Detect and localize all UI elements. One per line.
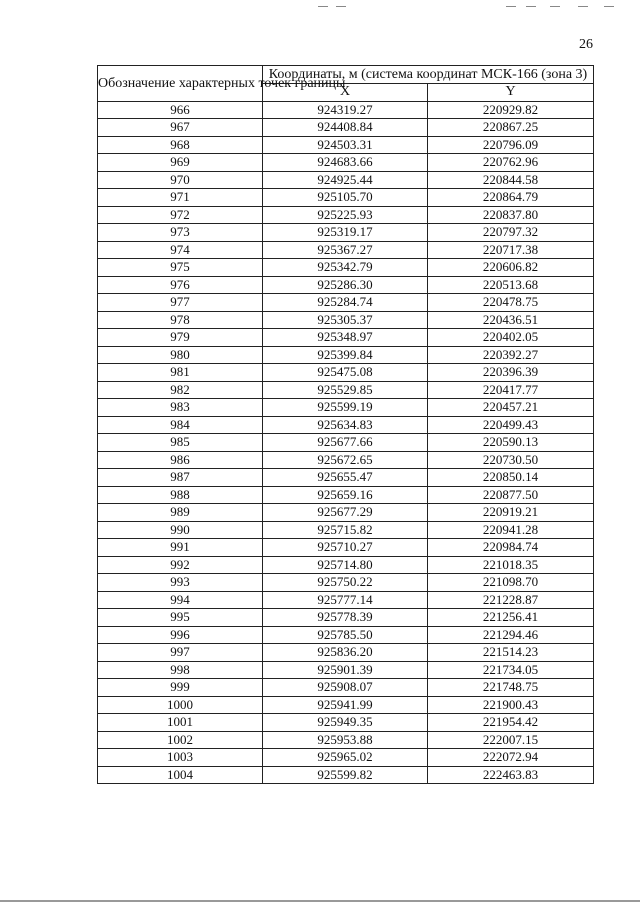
y-coordinate-cell: 221734.05 (428, 661, 594, 679)
point-id-cell: 988 (98, 486, 263, 504)
x-coordinate-cell: 925599.82 (263, 766, 428, 784)
point-id-cell: 984 (98, 416, 263, 434)
y-coordinate-cell: 221294.46 (428, 626, 594, 644)
point-id-cell: 992 (98, 556, 263, 574)
x-coordinate-cell: 925777.14 (263, 591, 428, 609)
scan-artifacts (300, 4, 620, 10)
y-coordinate-cell: 220499.43 (428, 416, 594, 434)
x-coordinate-cell: 925715.82 (263, 521, 428, 539)
y-coordinate-cell: 220919.21 (428, 504, 594, 522)
y-coordinate-cell: 221514.23 (428, 644, 594, 662)
x-coordinate-cell: 925836.20 (263, 644, 428, 662)
point-id-cell: 985 (98, 434, 263, 452)
coordinates-table (97, 65, 594, 784)
y-coordinate-cell: 221748.75 (428, 679, 594, 697)
point-id-cell: 982 (98, 381, 263, 399)
y-coordinate-cell: 220457.21 (428, 399, 594, 417)
y-coordinate-cell: 221018.35 (428, 556, 594, 574)
point-id-cell: 996 (98, 626, 263, 644)
x-coordinate-cell: 925348.97 (263, 329, 428, 347)
point-id-cell: 994 (98, 591, 263, 609)
y-coordinate-cell: 220850.14 (428, 469, 594, 487)
table-row (98, 661, 594, 679)
x-coordinate-cell: 925672.65 (263, 451, 428, 469)
y-coordinate-cell: 220877.50 (428, 486, 594, 504)
x-coordinate-cell: 925319.17 (263, 224, 428, 242)
point-id-cell: 1004 (98, 766, 263, 784)
table-row (98, 766, 594, 784)
y-coordinate-cell: 220606.82 (428, 259, 594, 277)
y-coordinate-cell: 221256.41 (428, 609, 594, 627)
y-coordinate-cell: 220396.39 (428, 364, 594, 382)
x-coordinate-cell: 925286.30 (263, 276, 428, 294)
table-row (98, 171, 594, 189)
x-coordinate-cell: 925529.85 (263, 381, 428, 399)
point-id-cell: 993 (98, 574, 263, 592)
table-row (98, 206, 594, 224)
point-id-cell: 967 (98, 119, 263, 137)
x-coordinate-cell: 925305.37 (263, 311, 428, 329)
y-coordinate-cell: 222007.15 (428, 731, 594, 749)
point-id-cell: 1002 (98, 731, 263, 749)
point-id-cell: 987 (98, 469, 263, 487)
table-row (98, 679, 594, 697)
table-row (98, 644, 594, 662)
point-id-cell: 998 (98, 661, 263, 679)
y-coordinate-cell: 221900.43 (428, 696, 594, 714)
table-row (98, 311, 594, 329)
y-coordinate-cell: 221098.70 (428, 574, 594, 592)
point-id-cell: 1000 (98, 696, 263, 714)
x-coordinate-cell: 925284.74 (263, 294, 428, 312)
point-id-cell: 1001 (98, 714, 263, 732)
x-coordinate-cell: 925659.16 (263, 486, 428, 504)
x-coordinate-cell: 925949.35 (263, 714, 428, 732)
table-row (98, 521, 594, 539)
y-coordinate-cell: 220941.28 (428, 521, 594, 539)
x-coordinate-cell: 925778.39 (263, 609, 428, 627)
table-row (98, 154, 594, 172)
x-coordinate-cell: 925342.79 (263, 259, 428, 277)
x-coordinate-cell: 925634.83 (263, 416, 428, 434)
y-coordinate-cell: 221228.87 (428, 591, 594, 609)
point-id-cell: 995 (98, 609, 263, 627)
page-bottom-edge (0, 900, 640, 902)
table-row (98, 731, 594, 749)
table-row (98, 469, 594, 487)
table-row (98, 346, 594, 364)
x-coordinate-cell: 925750.22 (263, 574, 428, 592)
x-coordinate-cell: 925677.29 (263, 504, 428, 522)
table-row (98, 136, 594, 154)
y-coordinate-cell: 220929.82 (428, 101, 594, 119)
table-row (98, 119, 594, 137)
point-id-cell: 974 (98, 241, 263, 259)
y-coordinate-cell: 220984.74 (428, 539, 594, 557)
x-coordinate-cell: 925710.27 (263, 539, 428, 557)
table-row (98, 451, 594, 469)
table-row (98, 486, 594, 504)
table-row (98, 626, 594, 644)
x-coordinate-cell: 925475.08 (263, 364, 428, 382)
x-coordinate-cell: 925714.80 (263, 556, 428, 574)
table-row (98, 574, 594, 592)
y-coordinate-cell: 220513.68 (428, 276, 594, 294)
table-row (98, 294, 594, 312)
point-id-cell: 966 (98, 101, 263, 119)
point-id-cell: 971 (98, 189, 263, 207)
point-id-cell: 975 (98, 259, 263, 277)
y-coordinate-cell: 220762.96 (428, 154, 594, 172)
header-coordinates: Координаты, м (система координат МСК-166 (зона 3) (263, 66, 594, 84)
y-coordinate-cell: 222463.83 (428, 766, 594, 784)
table-row (98, 591, 594, 609)
y-coordinate-cell: 222072.94 (428, 749, 594, 767)
x-coordinate-cell: 924925.44 (263, 171, 428, 189)
x-coordinate-cell: 924683.66 (263, 154, 428, 172)
x-coordinate-cell: 925785.50 (263, 626, 428, 644)
y-coordinate-cell: 220837.80 (428, 206, 594, 224)
table-row (98, 259, 594, 277)
x-coordinate-cell: 925399.84 (263, 346, 428, 364)
y-coordinate-cell: 220392.27 (428, 346, 594, 364)
y-coordinate-cell: 220402.05 (428, 329, 594, 347)
point-id-cell: 976 (98, 276, 263, 294)
x-coordinate-cell: 924319.27 (263, 101, 428, 119)
point-id-cell: 999 (98, 679, 263, 697)
point-id-cell: 968 (98, 136, 263, 154)
x-coordinate-cell: 925941.99 (263, 696, 428, 714)
point-id-cell: 970 (98, 171, 263, 189)
table-row (98, 381, 594, 399)
table-row (98, 539, 594, 557)
point-id-cell: 981 (98, 364, 263, 382)
y-coordinate-cell: 220867.25 (428, 119, 594, 137)
y-coordinate-cell: 220844.58 (428, 171, 594, 189)
table-row (98, 434, 594, 452)
y-coordinate-cell: 220796.09 (428, 136, 594, 154)
x-coordinate-cell: 925655.47 (263, 469, 428, 487)
x-coordinate-cell: 925901.39 (263, 661, 428, 679)
point-id-cell: 991 (98, 539, 263, 557)
point-id-cell: 973 (98, 224, 263, 242)
page-number: 26 (579, 37, 593, 52)
x-coordinate-cell: 925225.93 (263, 206, 428, 224)
x-coordinate-cell: 925965.02 (263, 749, 428, 767)
y-coordinate-cell: 220730.50 (428, 451, 594, 469)
table-row (98, 241, 594, 259)
point-id-cell: 986 (98, 451, 263, 469)
x-coordinate-cell: 925367.27 (263, 241, 428, 259)
header-y: Y (428, 84, 594, 102)
y-coordinate-cell: 220436.51 (428, 311, 594, 329)
y-coordinate-cell: 220590.13 (428, 434, 594, 452)
table-row (98, 749, 594, 767)
table-row (98, 504, 594, 522)
point-id-cell: 983 (98, 399, 263, 417)
x-coordinate-cell: 924503.31 (263, 136, 428, 154)
table-row (98, 189, 594, 207)
y-coordinate-cell: 220797.32 (428, 224, 594, 242)
table-row (98, 329, 594, 347)
x-coordinate-cell: 925105.70 (263, 189, 428, 207)
table-row (98, 609, 594, 627)
y-coordinate-cell: 220717.38 (428, 241, 594, 259)
table-row (98, 364, 594, 382)
point-id-cell: 972 (98, 206, 263, 224)
y-coordinate-cell: 220478.75 (428, 294, 594, 312)
point-id-cell: 980 (98, 346, 263, 364)
y-coordinate-cell: 220864.79 (428, 189, 594, 207)
point-id-cell: 990 (98, 521, 263, 539)
x-coordinate-cell: 925677.66 (263, 434, 428, 452)
y-coordinate-cell: 221954.42 (428, 714, 594, 732)
point-id-cell: 978 (98, 311, 263, 329)
point-id-cell: 989 (98, 504, 263, 522)
header-point-designation: Обозначение характерных точек границы (98, 66, 263, 102)
x-coordinate-cell: 924408.84 (263, 119, 428, 137)
x-coordinate-cell: 925953.88 (263, 731, 428, 749)
point-id-cell: 969 (98, 154, 263, 172)
table-row (98, 399, 594, 417)
point-id-cell: 979 (98, 329, 263, 347)
table-row (98, 101, 594, 119)
y-coordinate-cell: 220417.77 (428, 381, 594, 399)
header-x: X (263, 84, 428, 102)
table-row (98, 416, 594, 434)
point-id-cell: 1003 (98, 749, 263, 767)
table-row (98, 276, 594, 294)
point-id-cell: 997 (98, 644, 263, 662)
table-row (98, 696, 594, 714)
x-coordinate-cell: 925908.07 (263, 679, 428, 697)
table-row (98, 714, 594, 732)
table-row (98, 224, 594, 242)
x-coordinate-cell: 925599.19 (263, 399, 428, 417)
point-id-cell: 977 (98, 294, 263, 312)
table-body (98, 101, 594, 784)
table-row (98, 556, 594, 574)
